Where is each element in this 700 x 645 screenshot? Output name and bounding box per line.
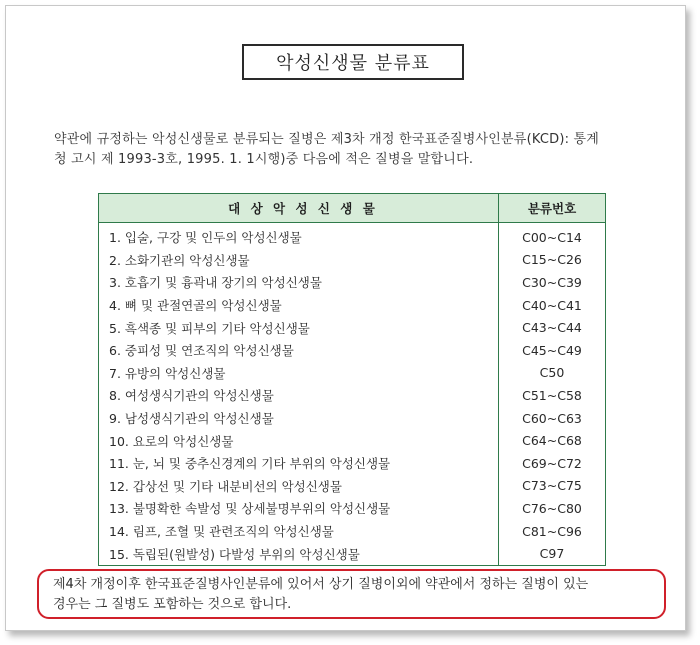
page-title (242, 44, 464, 80)
table-row (99, 249, 606, 272)
disease-name: 8. 여성생식기관의 악성신생물 (99, 384, 499, 407)
table-row (99, 429, 606, 452)
classification-code: C73~C75 (522, 478, 582, 494)
disease-name: 7. 유방의 악성신생물 (99, 362, 499, 385)
intro-line-1: 약관에 규정하는 악성신생물로 분류되는 질병은 제3차 개정 한국표준질병사인분류(KCD): 통계 (54, 132, 600, 147)
note-line-2: 경우는 그 질병도 포함하는 것으로 합니다. (53, 597, 292, 612)
page-title-text: 악성신생물 분류표 (276, 53, 430, 74)
table-row (99, 316, 606, 339)
classification-code: C30~C39 (522, 274, 582, 290)
table-row (99, 339, 606, 362)
table-row (99, 475, 606, 498)
classification-code: C76~C80 (522, 500, 582, 516)
disease-name: 4. 뼈 및 관절연골의 악성신생물 (99, 294, 499, 317)
header-disease: 대 상 악 성 신 생 물 (99, 194, 499, 223)
disease-name: 12. 갑상선 및 기타 내분비선의 악성신생물 (99, 475, 499, 498)
table-row (99, 407, 606, 430)
classification-code: C69~C72 (522, 455, 582, 471)
table-row (99, 294, 606, 317)
disease-name: 2. 소화기관의 악성신생물 (99, 249, 499, 272)
disease-name: 15. 독립된(원발성) 다발성 부위의 악성신생물 (99, 542, 499, 565)
classification-code: C15~C26 (522, 252, 582, 268)
note-line-1: 제4차 개정이후 한국표준질병사인분류에 있어서 상기 질병이외에 약관에서 정하는 질병이 있는 (53, 577, 589, 592)
disease-name: 1. 입술, 구강 및 인두의 악성신생물 (99, 223, 499, 249)
table-row (99, 497, 606, 520)
classification-table (98, 193, 606, 566)
table-row (99, 362, 606, 385)
table-row (99, 542, 606, 565)
classification-code: C64~C68 (522, 433, 582, 449)
disease-name: 14. 림프, 조혈 및 관련조직의 악성신생물 (99, 520, 499, 543)
classification-code: C00~C14 (522, 229, 582, 245)
disease-name: 9. 남성생식기관의 악성신생물 (99, 407, 499, 430)
table-body (99, 223, 606, 566)
table-row (99, 271, 606, 294)
classification-code: C51~C58 (522, 387, 582, 403)
table-row (99, 223, 606, 249)
classification-code: C40~C41 (522, 297, 582, 313)
classification-code: C60~C63 (522, 410, 582, 426)
table-row (99, 452, 606, 475)
disease-name: 10. 요로의 악성신생물 (99, 429, 499, 452)
classification-code: C43~C44 (522, 320, 582, 336)
disease-name: 5. 흑색종 및 피부의 기타 악성신생물 (99, 316, 499, 339)
table-row (99, 520, 606, 543)
disease-name: 13. 불명확한 속발성 및 상세불명부위의 악성신생물 (99, 497, 499, 520)
intro-line-2: 청 고시 제 1993-3호, 1995. 1. 1시행)중 다음에 적은 질병을 말합니다. (54, 152, 474, 167)
disease-name: 11. 눈, 뇌 및 중추신경계의 기타 부위의 악성신생물 (99, 452, 499, 475)
table-header-row (99, 194, 606, 223)
header-code: 분류번호 (499, 194, 606, 223)
classification-code: C81~C96 (522, 523, 582, 539)
intro-paragraph (54, 130, 654, 170)
disease-name: 3. 호흡기 및 흉곽내 장기의 악성신생물 (99, 271, 499, 294)
classification-code: C45~C49 (522, 342, 582, 358)
classification-code: C50 (539, 365, 565, 381)
note-box (37, 569, 666, 619)
disease-name: 6. 중피성 및 연조직의 악성신생물 (99, 339, 499, 362)
classification-code: C97 (539, 546, 565, 562)
table-row (99, 384, 606, 407)
